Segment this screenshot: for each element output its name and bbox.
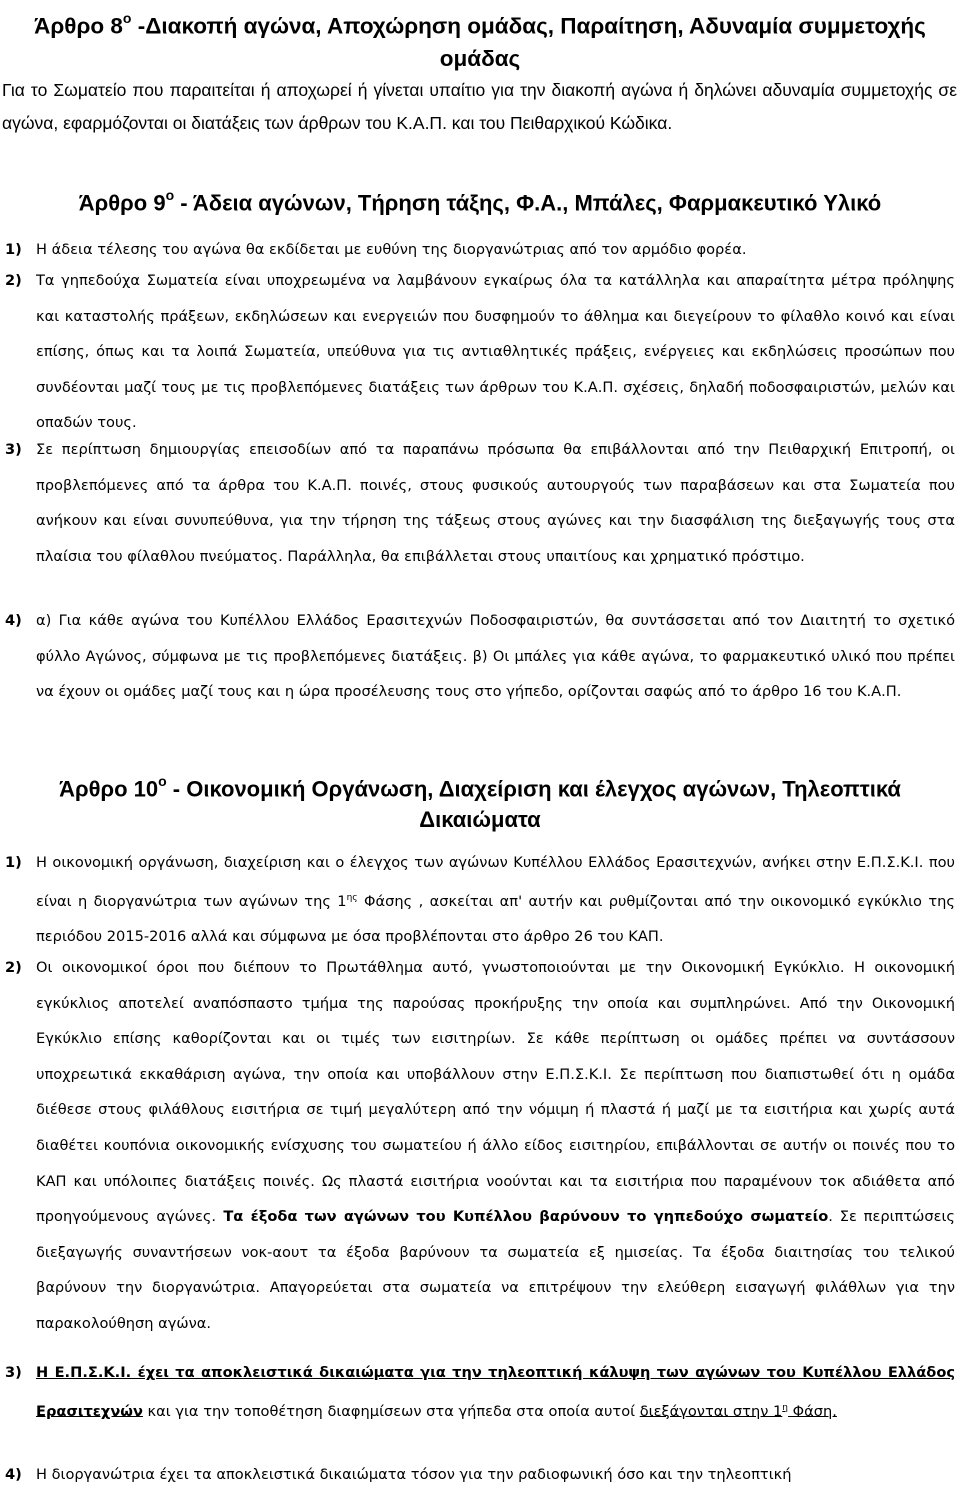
item-number: 2) (5, 272, 22, 289)
item-number: 3) (5, 1364, 22, 1381)
title-text: - Άδεια αγώνων, Τήρηση τάξης, Φ.Α., Μπάλες, Φαρμακευτικό Υλικό (174, 190, 882, 216)
article8-title (0, 4, 960, 75)
item-text: Η διοργανώτρια έχει τα αποκλειστικά δικαιώματα τόσον για την ραδιοφωνική όσο και την τηλεοπτική (36, 1466, 792, 1483)
title-text: Άρθρο 8 (34, 13, 123, 39)
text-part: Η οικονομική οργάνωση, διαχείριση και ο έλεγχος των αγώνων Κυπέλλου Ελλάδος Ερασιτεχνών, ανήκει στην Ε.Π.Σ.Κ.Ι. που είναι η διοργανώτρια των αγώνων της 1 (36, 854, 955, 910)
item-text (36, 845, 955, 955)
item-text: Τα γηπεδούχα Σωματεία είναι υποχρεωμένα να λαμβάνουν εγκαίρως όλα τα κατάλληλα και απαραίτητα μέτρα πρόληψης και καταστολής πράξεων, εκδηλώσεων και ενεργειών που δυσφημούν το άθλημα και διεγείρουν το φίλαθλο κοινό και είναι επίσης, όπως και τα λοιπά Σωματεία, υπεύθυνα για τις αντιαθλητικές πράξεις, ενέργειες και εκδηλώσεις προσώπων που συνδέονται μαζί τους με τις προβλεπόμενες διατάξεις των άρθρων του Κ.Α.Π. σχέσεις, δηλαδή ποδοσφαιριστών, μελών και οπαδών τους. (36, 272, 955, 432)
underlined-text: διεξάγονται στην 1 (639, 1402, 783, 1420)
title-sup: ο (165, 187, 175, 203)
text-part: . Σε περιπτώσεις διεξαγωγής συναντήσεων νοκ-αουτ τα έξοδα βαρύνουν τα σωματεία εξ ημισείας. Τα έξοδα διαιτησίας του τελικού βαρύνουν την διοργανώτρια. Απαγορεύεται στα σωματεία να επιτρέψουν την ελεύθερη εισαγωγή φιλάθλων για την παρακολούθηση αγώνα. (36, 1208, 955, 1332)
item-text: α) Για κάθε αγώνα του Κυπέλλου Ελλάδος Ερασιτεχνών Ποδοσφαιριστών, θα συντάσσεται από τον Διαιτητή το σχετικό φύλλο Αγώνος, σύμφωνα με τις προβλεπόμενες διατάξεις. β) Οι μπάλες για κάθε αγώνα, το φαρμακευτικό υλικό που πρέπει να έχουν οι ομάδες μαζί τους και η ώρα προσέλευσης τους στο γήπεδο, ορίζονται σαφώς από το άρθρο 16 του Κ.Α.Π. (36, 612, 955, 701)
item-number: 3) (5, 441, 22, 458)
title-text: Άρθρο 9 (78, 190, 166, 216)
item-number: 2) (5, 959, 22, 976)
title-text: - Οικονομική Οργάνωση, Διαχείριση και έλεγχος αγώνων, Τηλεοπτικά Δικαιώματα (166, 776, 901, 833)
item-number: 4) (5, 1466, 22, 1483)
article9-item-2 (5, 263, 955, 441)
item-text (36, 950, 955, 1342)
superscript: η (782, 1402, 789, 1413)
title-sup: ο (122, 10, 132, 26)
item-text: Σε περίπτωση δημιουργίας επεισοδίων από τα παραπάνω πρόσωπα θα επιβάλλονται από την Πειθαρχική Επιτροπή, οι προβλεπόμενες από τα άρθρα του Κ.Α.Π. ποινές, στους φυσικούς αυτουργούς των παραβάσεων και στα Σωματεία που ανήκουν και είναι συνυπεύθυνα, για την τήρηση της τάξεως στους αγώνες και την διασφάλιση της διεξαγωγής τους στα πλαίσια του φίλαθλου πνεύματος. Παράλληλα, θα επιβάλλεται στους υπαιτίους και χρηματικό πρόστιμο. (36, 441, 955, 565)
item-text: Η άδεια τέλεσης του αγώνα θα εκδίδεται με ευθύνη της διοργανώτριας από τον αρμόδιο φορέα. (36, 241, 747, 258)
article8-text: Για το Σωματείο που παραιτείται ή αποχωρεί ή γίνεται υπαίτιο για την διακοπή αγώνα ή δηλώνει αδυναμία συμμετοχής σε αγώνα, εφαρμόζονται οι διατάξεις των άρθρων του Κ.Α.Π. και του Πειθαρχικού Κώδικα. (2, 80, 957, 133)
underlined-text: Φάση. (788, 1402, 837, 1420)
title-text: -Διακοπή αγώνα, Αποχώρηση ομάδας, Παραίτηση, Αδυναμία συμμετοχής ομάδας (131, 13, 926, 71)
article10-item-1 (5, 845, 955, 955)
bold-text: Τα έξοδα των αγώνων του Κυπέλλου βαρύνουν το γηπεδούχο σωματείο (216, 1208, 829, 1226)
title-sup: ο (158, 773, 167, 789)
title-text: Άρθρο 10 (59, 776, 159, 802)
item-text (36, 1355, 955, 1429)
article9-item-4 (5, 603, 955, 710)
item-number: 4) (5, 612, 22, 629)
item-number: 1) (5, 241, 22, 258)
article9-item-3 (5, 432, 955, 574)
article10-title (20, 768, 940, 835)
article9-title (0, 181, 960, 219)
article10-item-4 (5, 1457, 955, 1493)
text-part: Οι οικονομικοί όροι που διέπουν το Πρωτάθλημα αυτό, γνωστοποιούνται με την Οικονομική Εγκύκλιο. Η οικονομική εγκύκλιος αποτελεί αναπόσπαστο τμήμα της παρούσας προκήρυξης την οποία και συμπληρώνει. Από την Οικονομική Εγκύκλιο επίσης καθορίζονται και οι τιμές των εισιτηρίων. Σε κάθε περίπτωση οι ομάδες πρέπει να συντάσσουν υποχρεωτικά εκκαθάριση αγώνα, την οποία και υποβάλλουν στην Ε.Π.Σ.Κ.Ι. Σε περίπτωση που διαπιστωθεί ότι η ομάδα διέθεσε στους φιλάθλους εισιτήρια σε τιμή μεγαλύτερη από την νόμιμη ή πλαστά ή μαζί με τα εισιτήρια και χωρίς αυτά διαθέτει κουπόνια οικονομικής ενίσχυσης του σωματείου ή άλλο είδος εισιτηρίου, επιβάλλονται σε αυτήν οι ποινές που το ΚΑΠ και υπόλοιπες διατάξεις ποινές. Ως πλαστά εισιτήρια νοούνται και τα εισιτήρια που παραμένουν τοκ αδιάθετα από προηγούμενους αγώνες. (36, 959, 955, 1226)
item-number: 1) (5, 854, 22, 871)
article10-item-3 (5, 1355, 955, 1429)
article9-item-1 (5, 233, 955, 266)
superscript: ης (346, 892, 358, 903)
article10-item-2 (5, 950, 955, 1342)
underlined-bold-text: Η Ε.Π.Σ.Κ.Ι. έχει τα αποκλειστικά δικαιώματα για την τηλεοπτική κάλυψη των αγώνων του Κυπέλλου Ελλάδος Ερασιτεχνών (36, 1364, 955, 1420)
text-part: Φάσης , ασκείται απ' αυτήν και ρυθμίζονται από την οικονομικό εγκύκλιο της περιόδου 2015-2016 αλλά και σύμφωνα με όσα προβλέπονται στο άρθρο 26 του ΚΑΠ. (36, 892, 955, 946)
text-part: και για την τοποθέτηση διαφημίσεων στα γήπεδα στα οποία αυτοί (142, 1402, 640, 1420)
